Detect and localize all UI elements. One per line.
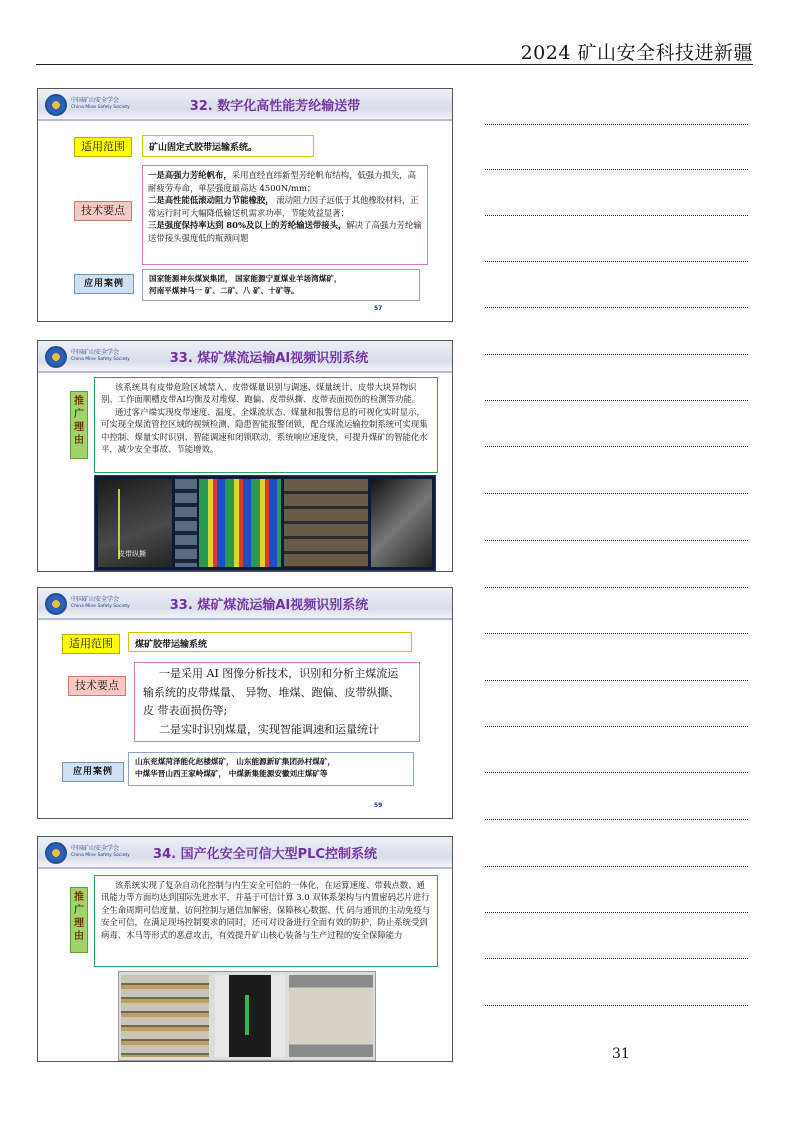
logo-org-en: China Mine Safety Society xyxy=(71,853,130,858)
video-panel xyxy=(98,479,172,567)
logo-org-cn: 中国矿山安全学会 xyxy=(71,845,120,852)
plc-cabinet-photo xyxy=(121,975,209,1057)
case-label: 应用案例 xyxy=(74,274,134,294)
tech-points xyxy=(142,165,428,265)
heatmap-panel xyxy=(199,479,281,567)
promo-label: 推广理由 xyxy=(70,887,88,953)
slide-title: 33. 煤矿煤流运输AI视频识别系统 xyxy=(169,351,369,366)
plc-device-photo xyxy=(215,975,285,1057)
note-line xyxy=(485,587,748,588)
slide-title: 32. 数字化高性能芳纶输送带 xyxy=(189,99,361,114)
case-line: 山东兖煤菏泽能化赵楼煤矿， 山东能源新矿集团孙村煤矿， xyxy=(135,757,336,766)
promo-paragraph: 该系统具有皮带危险区域禁入、皮带煤量识别与调速、煤量统计、皮带大块异物识别、工作面顺槽皮带AI均衡及对堆煤、跑偏、皮带纵撕、皮带表面损伤的检测等功能。 xyxy=(101,382,421,405)
note-line xyxy=(485,307,748,308)
note-line xyxy=(485,1005,748,1006)
case-line: 河南平煤神马一 矿、二矿、八 矿、十矿等。 xyxy=(149,286,299,295)
tech-line: 一是采用 AI 图像分析技术，识别和分析主煤流运 xyxy=(159,667,399,680)
video-monitor-screenshot xyxy=(94,475,436,571)
case-text xyxy=(142,269,420,301)
video-panel xyxy=(371,479,432,567)
promo-text: 该系统实现了复杂自动化控制与内生安全可信的一体化，在运算速度、带载点数、通讯能力等方面均达到国际先进水平，并基于可信计算 3.0 双体系架构与内置密码芯片进行全生命周期可信度量、访问控制与通信加解密，保障核心数据、代 码与通讯的主动免疫与安全可信，在满足现场控制要求的同时，还可对设备进行全面有效的防护，防止系统受到病毒、木马等形式的恶意攻击，有效提升矿山核心装备与生产过程的安全保障能力 xyxy=(94,875,438,967)
video-thumbnails xyxy=(175,479,197,567)
case-label: 应用案例 xyxy=(62,762,124,782)
slide-title: 33. 煤矿煤流运输AI视频识别系统 xyxy=(169,598,369,613)
page-header-title: 2024 矿山安全科技进新疆 xyxy=(520,42,753,64)
plc-rack-photo xyxy=(289,975,373,1057)
note-line xyxy=(485,493,748,494)
note-line xyxy=(485,726,748,727)
note-line xyxy=(485,400,748,401)
scope-text: 煤矿胶带运输系统 xyxy=(128,632,412,652)
note-line xyxy=(485,540,748,541)
header-rule xyxy=(36,64,753,65)
tech-label: 技术要点 xyxy=(74,201,132,221)
logo-org-cn: 中国矿山安全学会 xyxy=(71,97,120,104)
tech-point: 三是强度保持率达到 80%及以上的芳纶输送带接头，解决了高强力芳纶输送带接头强度低的瓶颈问题 xyxy=(148,220,422,243)
scope-text: 矿山固定式胶带运输系统。 xyxy=(142,135,314,157)
logo-org-cn: 中国矿山安全学会 xyxy=(71,349,120,356)
page-number: 31 xyxy=(612,1046,630,1062)
camera-grid-panel xyxy=(284,479,368,567)
note-line xyxy=(485,261,748,262)
scope-label: 适用范围 xyxy=(74,137,132,157)
note-line xyxy=(485,215,748,216)
tech-label: 技术要点 xyxy=(68,676,126,696)
slide-33-b xyxy=(37,587,453,819)
plc-equipment-photos xyxy=(118,971,376,1061)
image-caption: 皮带纵撕 xyxy=(118,550,146,558)
tech-point: 一是高强力芳纶帆布，采用直经直纬新型芳纶帆布结构，低强力损失，高耐疲劳寿命，单层强度最高达 4500N/mm； xyxy=(148,170,416,193)
logo-org-en: China Mine Safety Society xyxy=(71,105,130,110)
note-line xyxy=(485,912,748,913)
tech-points xyxy=(134,662,420,742)
note-line xyxy=(485,169,748,170)
note-line xyxy=(485,633,748,634)
slide-33-a xyxy=(37,340,453,572)
slide-32 xyxy=(37,88,453,322)
case-text xyxy=(128,752,414,786)
note-line xyxy=(485,354,748,355)
tech-point: 二是高性能低滚动阻力节能橡胶， 滚动阻力因子远低于其他橡胶材料，正常运行时可大幅降低输送机需求功率，节能效益显著； xyxy=(148,195,419,218)
note-line xyxy=(485,866,748,867)
promo-paragraph: 通过客户端实现皮带速度、温度、全煤流状态、煤量和报警信息的可视化实时显示，可实现全煤流管控区域的视频检测、隐患智能报警闭锁，配合煤流运输控制系统可实现集中控制、煤量实时识别、智能调速和闭锁联动，系统响应速度快，可提升煤矿的智能化水平，减少安全事故、节能增效。 xyxy=(101,406,428,455)
note-line xyxy=(485,124,748,125)
slide-34 xyxy=(37,836,453,1062)
tech-line: 输系统的皮带煤量、 异物、堆煤、跑偏、皮带纵撕、 xyxy=(143,685,400,699)
promo-label: 推广理由 xyxy=(70,391,88,459)
case-line: 国家能源神东煤炭集团， 国家能源宁夏煤业羊场湾煤矿， xyxy=(149,274,342,283)
note-line xyxy=(485,819,748,820)
slide-page-number: 59 xyxy=(374,802,383,809)
promo-text xyxy=(94,377,438,473)
case-line: 中煤华晋山西王家岭煤矿， 中煤新集能源安徽刘庄煤矿等 xyxy=(135,769,328,778)
logo-org-en: China Mine Safety Society xyxy=(71,604,130,609)
logo-org-cn: 中国矿山安全学会 xyxy=(71,596,120,603)
logo-org-en: China Mine Safety Society xyxy=(71,357,130,362)
tech-line: 皮 带表面损伤等; xyxy=(143,704,228,717)
slide-page-number: 57 xyxy=(374,305,383,312)
note-line xyxy=(485,772,748,773)
tech-line: 二是实时识别煤量，实现智能调速和运量统计 xyxy=(159,722,379,736)
scope-label: 适用范围 xyxy=(62,634,120,654)
note-line xyxy=(485,680,748,681)
note-line xyxy=(485,958,748,959)
note-line xyxy=(485,446,748,447)
slide-title: 34. 国产化安全可信大型PLC控制系统 xyxy=(153,847,377,862)
